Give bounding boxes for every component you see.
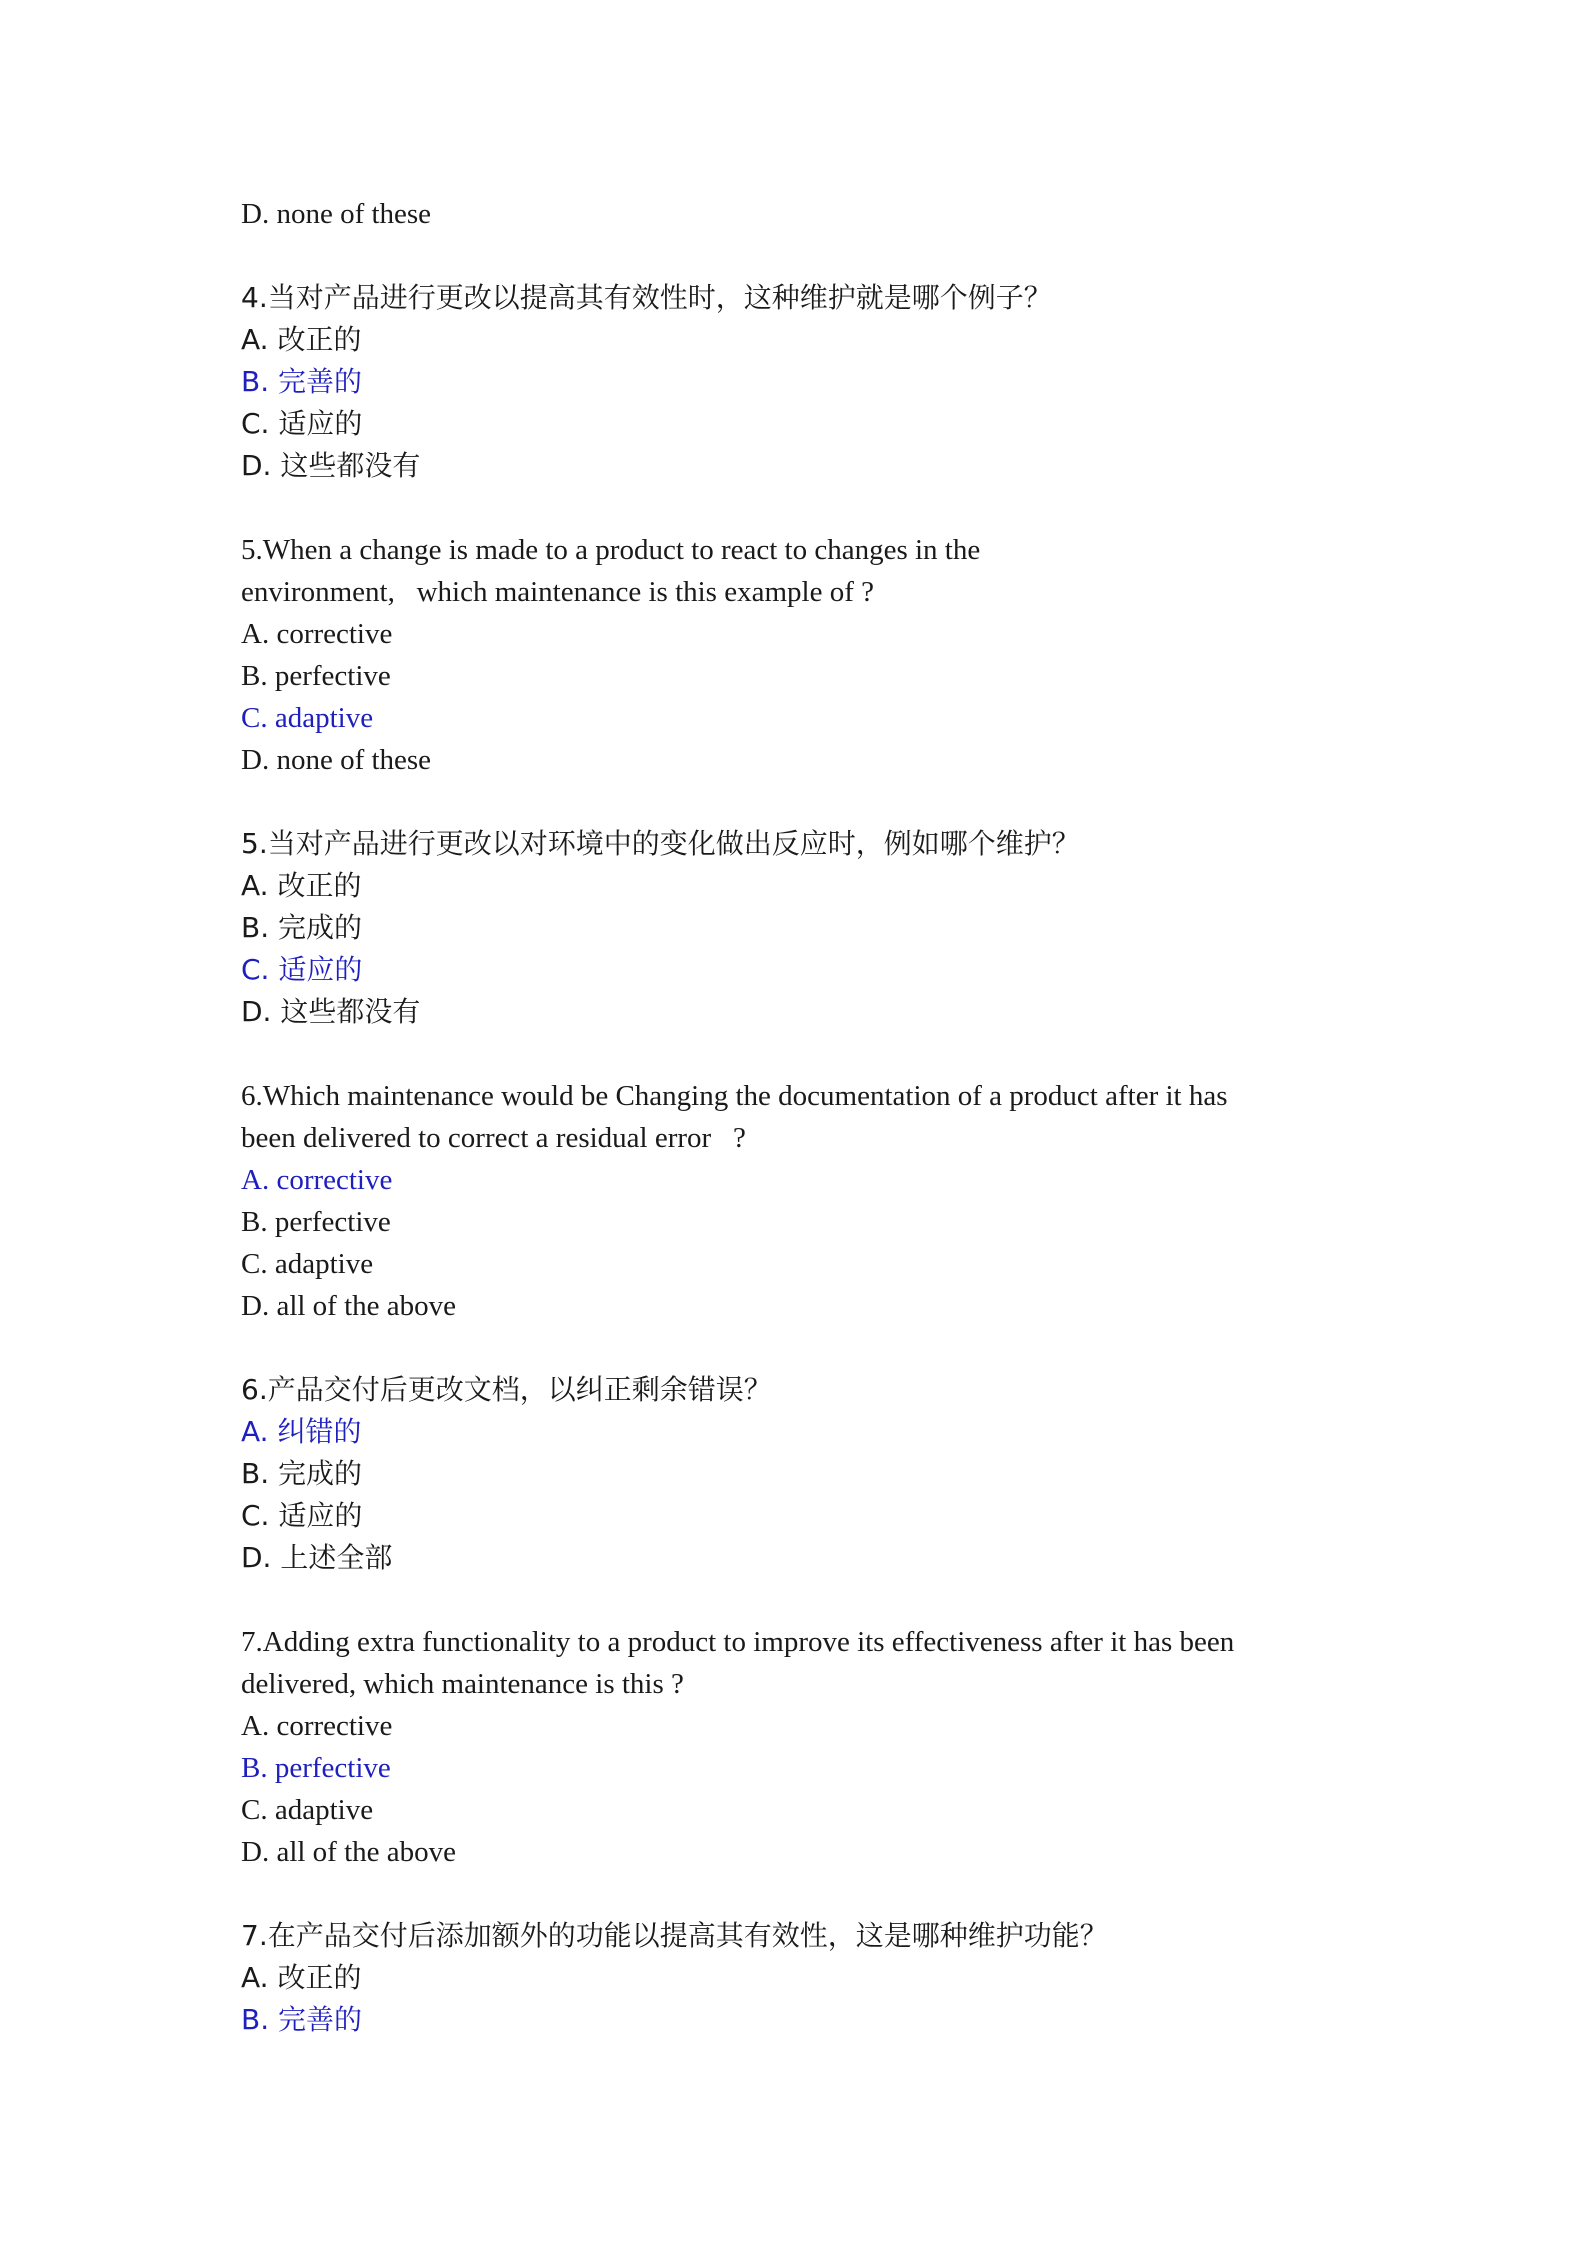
q7-en-question-line2: delivered, which maintenance is this ? bbox=[241, 1668, 684, 1700]
q7-en-option-c: C. adaptive bbox=[241, 1794, 374, 1826]
q5-zh-option-c-answer: C. 适应的 bbox=[241, 953, 363, 986]
q5-en-question-line1: 5.When a change is made to a product to react to changes in the bbox=[241, 534, 981, 566]
q7-zh-question: 7.在产品交付后添加额外的功能以提高其有效性，这是哪种维护功能？ bbox=[241, 1919, 1108, 1952]
q5-en-option-d: D. none of these bbox=[241, 744, 432, 776]
q5-en-option-b: B. perfective bbox=[241, 660, 391, 692]
q4-zh-question: 4.当对产品进行更改以提高其有效性时，这种维护就是哪个例子？ bbox=[241, 281, 1052, 314]
q5-en-question-line2: environment, which maintenance is this example of ? bbox=[241, 576, 874, 608]
spacer bbox=[241, 781, 1371, 823]
q6-en-question-line2: been delivered to correct a residual error ? bbox=[241, 1122, 746, 1154]
q4-zh-option-d: D. 这些都没有 bbox=[241, 449, 421, 482]
q6-en-option-b: B. perfective bbox=[241, 1206, 391, 1238]
q7-en-question-line1: 7.Adding extra functionality to a product to improve its effectiveness after it has been bbox=[241, 1626, 1235, 1658]
q3-option-d: D. none of these bbox=[241, 198, 432, 230]
q7-en-option-b-answer: B. perfective bbox=[241, 1752, 391, 1784]
q4-zh-option-c: C. 适应的 bbox=[241, 407, 363, 440]
q6-zh-option-a-answer: A. 纠错的 bbox=[241, 1415, 362, 1448]
spacer bbox=[241, 1873, 1371, 1915]
q7-en-option-d: D. all of the above bbox=[241, 1836, 457, 1868]
q6-en-option-c: C. adaptive bbox=[241, 1248, 374, 1280]
q6-zh-question: 6.产品交付后更改文档，以纠正剩余错误？ bbox=[241, 1373, 772, 1406]
q6-en-question-line1: 6.Which maintenance would be Changing the documentation of a product after it has bbox=[241, 1080, 1228, 1112]
q6-zh-option-c: C. 适应的 bbox=[241, 1499, 363, 1532]
q5-zh-option-d: D. 这些都没有 bbox=[241, 995, 421, 1028]
spacer bbox=[241, 1579, 1371, 1621]
document-page bbox=[241, 193, 1371, 2041]
spacer bbox=[241, 487, 1371, 529]
q4-zh-option-a: A. 改正的 bbox=[241, 323, 362, 356]
q6-zh-option-d: D. 上述全部 bbox=[241, 1541, 393, 1574]
spacer bbox=[241, 235, 1371, 277]
q7-zh-option-b-answer: B. 完善的 bbox=[241, 2003, 363, 2036]
q5-zh-option-a: A. 改正的 bbox=[241, 869, 362, 902]
q6-en-option-d: D. all of the above bbox=[241, 1290, 457, 1322]
q7-zh-option-a: A. 改正的 bbox=[241, 1961, 362, 1994]
q5-zh-option-b: B. 完成的 bbox=[241, 911, 363, 944]
q6-zh-option-b: B. 完成的 bbox=[241, 1457, 363, 1490]
q6-en-option-a-answer: A. corrective bbox=[241, 1164, 393, 1196]
q5-en-option-a: A. corrective bbox=[241, 618, 393, 650]
spacer bbox=[241, 1033, 1371, 1075]
spacer bbox=[241, 1327, 1371, 1369]
q5-zh-question: 5.当对产品进行更改以对环境中的变化做出反应时，例如哪个维护？ bbox=[241, 827, 1080, 860]
q4-zh-option-b-answer: B. 完善的 bbox=[241, 365, 363, 398]
q5-en-option-c-answer: C. adaptive bbox=[241, 702, 374, 734]
q7-en-option-a: A. corrective bbox=[241, 1710, 393, 1742]
